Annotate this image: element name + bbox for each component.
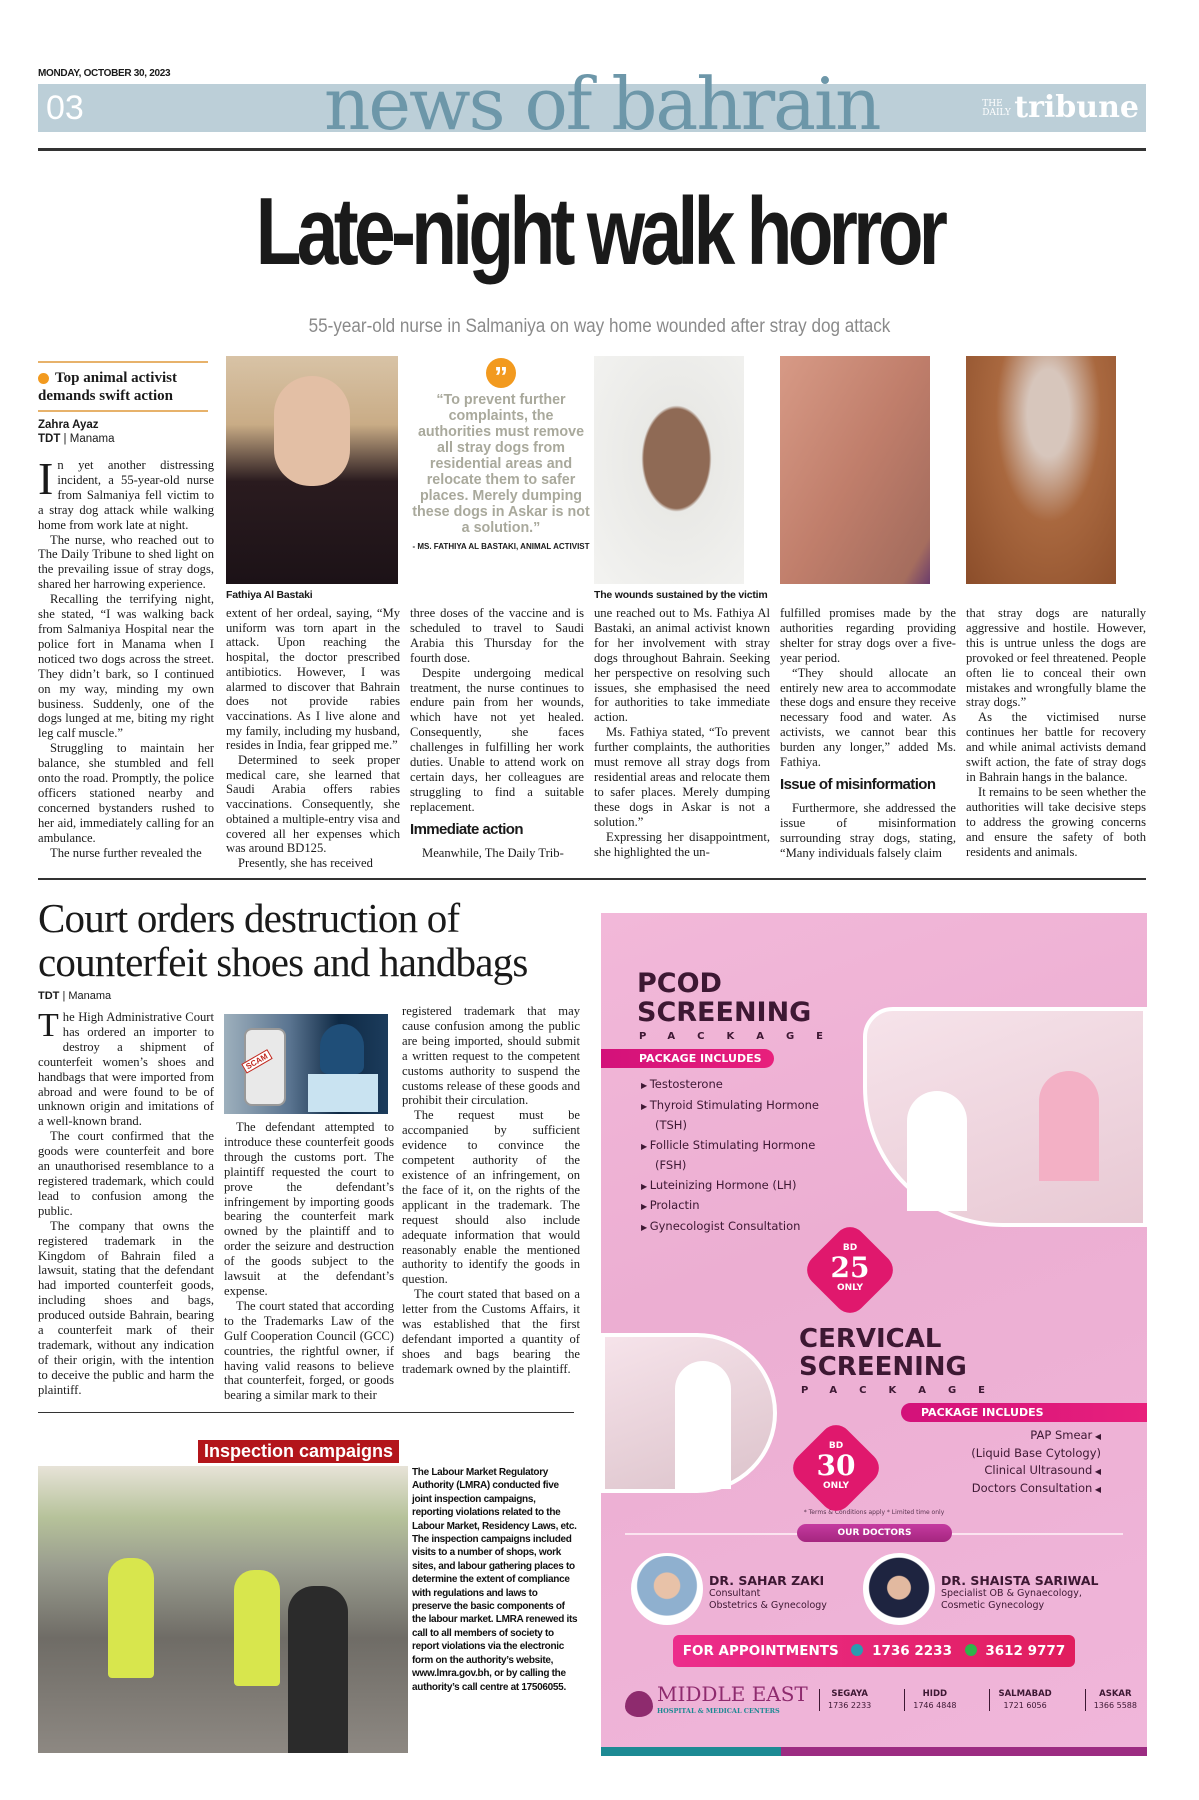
paragraph: The nurse, who reached out to The Daily Tribune to shed light on the prevailing issue of stray dogs, shared her harrowing experience. xyxy=(38,532,214,592)
paragraph: Struggling to maintain her balance, she stumbled and fell onto the road. Promptly, the police officers stationed nearby and concerned bystanders rushed to her aid, immediately calling for an ambulance. xyxy=(38,741,214,845)
laptop-icon xyxy=(308,1074,378,1112)
lead-headline: Late-night walk horror xyxy=(255,178,944,285)
package-item-text: Doctors Consultation xyxy=(971,1481,1093,1495)
package-item xyxy=(641,1176,837,1197)
paragraph: The request must be accompanied by sufficient evidence to convince the competent authority of the existence of an infringement, on the face of it, on the rights of the applicant in the trademark. The request should also include adequate information that would reasonably enable the mentioned authority to identify the goods in question. xyxy=(402,1108,580,1287)
court-column-3 xyxy=(402,1004,580,1408)
paragraph: Recalling the terrifying night, she stated, “I was walking back from Salmaniya Hospital near the police fort in Manama when I noticed two dogs across the street. They didn’t bark, so I continued on my way, minding my own business. Suddenly, one of the dogs lunged at me, biting my right leg calf muscle.” xyxy=(38,592,214,741)
appointments-bar[interactable] xyxy=(673,1635,1075,1667)
wound-photo-2 xyxy=(780,356,930,584)
package-item-text: Clinical Ultrasound xyxy=(984,1463,1093,1477)
package-item-text: Testosterone xyxy=(649,1077,723,1091)
paragraph: Meanwhile, The Daily Trib- xyxy=(422,845,564,860)
portrait-caption: Fathiya Al Bastaki xyxy=(226,589,313,601)
cervical-includes-label: PACKAGE INCLUDES xyxy=(901,1403,1147,1422)
pcod-items xyxy=(641,1075,837,1237)
paragraph: The court stated that based on a letter from the Customs Affairs, it was established that the first defendant imported a quantity of shoes and bags bearing the trademark owned by the plaintiff. xyxy=(402,1287,580,1376)
footer-stripe-teal xyxy=(601,1747,781,1756)
location: Manama xyxy=(68,990,112,1002)
inspection-text: The Labour Market Regulatory Authority (LMRA) conducted five joint inspection campaigns, reporting violations related to the Labour Market, Residency Laws, etc. The inspection campaigns included visits to a number of shops, work sites, and labour gathering places to determine the extent of compliance with regulations and laws to preserve the basic components of the labour market. LMRA renewed its call to all members of society to report violations via the electronic form on the authority’s website, www.lmra.gov.bh, or by calling the authority’s call centre at 17506055. xyxy=(412,1467,578,1693)
doctor-1: DR. SAHAR ZAKI Consultant Obstetrics & Gynecology xyxy=(709,1573,827,1611)
paragraph: fulfilled promises made by the authorities regarding providing shelter for stray dogs over a five-year period. xyxy=(780,606,956,665)
branches xyxy=(819,1689,1137,1711)
branch-segaya xyxy=(819,1689,871,1711)
package-item-text: Gynecologist Consultation xyxy=(649,1218,801,1233)
brand-name: tribune xyxy=(1014,90,1139,125)
triangle-right-icon: ▶ xyxy=(641,1222,650,1232)
dateline: MONDAY, OCTOBER 30, 2023 xyxy=(38,68,171,79)
triangle-right-icon: ▶ xyxy=(641,1202,650,1211)
sidebox-text: Top animal activist demands swift action xyxy=(38,370,177,404)
triangle-right-icon: ▶ xyxy=(641,1081,650,1090)
lead-subheadline: 55-year-old nurse in Salmaniya on way home wounded after stray dog attack xyxy=(308,316,891,337)
package-item xyxy=(901,1462,1101,1480)
package-item-text: Thyroid Stimulating Hormone (TSH) xyxy=(649,1097,819,1132)
paragraph: that stray dogs are naturally aggressive and hostile. However, this is untrue unless the dogs are provoked or feel threatened. People often lie to conceal their own mistakes and wrongfully blame the stray dogs.” xyxy=(966,606,1146,710)
hospital-advertisement xyxy=(601,913,1147,1756)
court-headline: Court orders destruction of counterfeit shoes and handbags xyxy=(38,895,528,985)
triangle-left-icon: ◀ xyxy=(1092,1467,1101,1476)
appointments-label: FOR APPOINTMENTS xyxy=(682,1643,839,1659)
drop-cap: I xyxy=(38,458,54,504)
paragraph: extent of her ordeal, saying, “My uniform was torn apart in the attack. Upon reaching the hospital, the doctor prescribed antibiotics. However, I was alarmed to discover that Bahrain does not provide rabies vaccinations. As I live alone and my family, including my husband, resides in India, fear gripped me.” xyxy=(226,606,400,753)
package-item xyxy=(641,1096,837,1136)
branch-name: HIDD xyxy=(922,1689,948,1699)
lead-column-6 xyxy=(966,606,1146,872)
our-doctors-label: OUR DOCTORS xyxy=(797,1524,952,1542)
package-item xyxy=(641,1196,837,1217)
patient-figure xyxy=(1039,1071,1099,1181)
portrait-face xyxy=(274,376,350,486)
paragraph: Ms. Fathiya stated, “To prevent further complaints, the authorities must remove all stray dogs from residential areas and relocate them to safer places. Merely dumping these dogs in Askar is not a solution.” xyxy=(594,725,770,829)
branch-phone[interactable]: 1721 6056 xyxy=(1003,1701,1047,1710)
lead-column-4 xyxy=(594,606,770,872)
paragraph: The nurse further revealed the xyxy=(50,845,202,860)
inspection-photo xyxy=(38,1466,408,1753)
package-item xyxy=(641,1136,837,1176)
paragraph: he High Administrative Court has ordered an importer to destroy a shipment of counterfeit women’s shoes and handbags that were imported from abroad and were found to be of unknown origin and imitations of a well-known brand. xyxy=(38,1010,214,1129)
author-name: Zahra Ayaz xyxy=(38,419,99,431)
whatsapp-icon xyxy=(965,1644,977,1656)
paragraph: It remains to be seen whether the authorities will take decisive steps to address the growing concerns and ensure the safety of both residents and animals. xyxy=(966,784,1146,859)
court-column-1 xyxy=(38,1010,214,1408)
package-item xyxy=(901,1480,1101,1498)
package-item-text: Prolactin xyxy=(649,1198,700,1212)
phone-icon xyxy=(851,1644,863,1656)
cervical-title: CERVICAL SCREENING xyxy=(799,1324,967,1382)
paragraph: The defendant attempted to introduce these counterfeit goods through the customs port. The plaintiff requested the court to prove the defendant’s infringement by importing goods bearing the counterfeit mark owned by the plaintiff and to order the seizure and destruction of the goods subject to the lawsuit at the defendant’s expense. xyxy=(224,1120,394,1298)
quote-icon: ” xyxy=(486,358,516,388)
triangle-right-icon: ▶ xyxy=(641,1101,650,1111)
phone-call[interactable]: 1736 2233 xyxy=(872,1643,952,1659)
package-item-text: Follicle Stimulating Hormone (FSH) xyxy=(649,1137,816,1172)
court-column-2 xyxy=(224,1120,394,1408)
package-item xyxy=(641,1075,837,1096)
worker-figure xyxy=(288,1586,348,1753)
paragraph: Expressing her disappointment, she highlighted the un- xyxy=(594,829,770,859)
branch-askar xyxy=(1085,1689,1137,1711)
doctor-figure xyxy=(907,1091,967,1211)
pcod-package-word: PACKAGE xyxy=(639,1031,846,1042)
wounds-caption: The wounds sustained by the victim xyxy=(594,589,768,601)
sidebox xyxy=(38,361,208,412)
pull-quote-text: “To prevent further complaints, the authorities must remove all stray dogs from residential areas and relocate them to safer places. Merely dumping these dogs in Askar is not a solution.” xyxy=(412,392,590,536)
subhead-immediate-action: Immediate action xyxy=(410,820,523,838)
lead-column-3 xyxy=(410,606,584,872)
package-item-text: (Liquid Base Cytology) xyxy=(971,1446,1101,1460)
branch-name: SALMABAD xyxy=(998,1689,1052,1699)
agency: TDT xyxy=(38,433,61,445)
inspector-vest xyxy=(108,1558,154,1678)
cervical-items xyxy=(901,1427,1101,1498)
branch-name: ASKAR xyxy=(1099,1689,1132,1699)
hospital-name: MIDDLE EAST xyxy=(657,1682,808,1706)
triangle-right-icon: ▶ xyxy=(641,1181,650,1191)
cervical-price: BD 30 ONLY xyxy=(816,1441,856,1491)
lead-column-1 xyxy=(38,458,214,872)
paragraph: n yet another distressing incident, a 55-year-old nurse from Salmaniya fell victim to a stray dog attack while walking home from work late at night. xyxy=(38,458,214,532)
cervical-hero-photo xyxy=(601,1333,777,1493)
doctor-2: DR. SHAISTA SARIWAL Specialist OB & Gynaecology, Cosmetic Gynecology xyxy=(941,1573,1099,1611)
paragraph: Furthermore, she addressed the issue of misinformation surrounding stray dogs, stating, “Many individuals falsely claim xyxy=(780,800,956,860)
hacker-hood xyxy=(320,1024,364,1074)
doctor-photo-2 xyxy=(863,1553,935,1625)
hospital-heart-logo-icon xyxy=(625,1691,653,1717)
bullet-dot-icon xyxy=(38,373,49,384)
pcod-hero-photo xyxy=(863,1007,1147,1227)
inspector-vest xyxy=(234,1570,280,1686)
pcod-title: PCOD SCREENING xyxy=(637,968,812,1028)
paragraph: The court confirmed that the goods were counterfeit and bore an unauthorised resemblance to a registered trademark, which could lead to confusion among the public. xyxy=(38,1129,214,1218)
branch-name: SEGAYA xyxy=(831,1689,868,1699)
wound-photo-1 xyxy=(594,356,744,584)
court-divider xyxy=(38,1412,574,1413)
phone-whatsapp[interactable]: 3612 9777 xyxy=(985,1643,1066,1659)
wound-photo-3 xyxy=(966,356,1116,584)
drop-cap: T xyxy=(38,1010,59,1044)
lead-column-2 xyxy=(226,606,400,872)
branch-hidd xyxy=(904,1689,956,1711)
page-number: 03 xyxy=(46,89,84,127)
section-divider xyxy=(38,878,1146,880)
paragraph: The company that owns the registered trademark in the Kingdom of Bahrain filed a lawsuit, stating that the defendant had imported counterfeit goods, including shoes and bags, produced outside Bahrain, bearing a counterfeit mark of their trademark, without any indication of their origin, with the intention to deceive the public and harm the plaintiff. xyxy=(38,1218,214,1397)
package-item-text: PAP Smear xyxy=(1030,1428,1093,1442)
package-item xyxy=(901,1427,1101,1445)
paragraph: As the victimised nurse continues her battle for recovery and while animal activists demand swift action, the fate of stray dogs in Bahrain hangs in the balance. xyxy=(966,710,1146,784)
paragraph: Determined to seek proper medical care, she learned that Saudi Arabia offers rabies vaccinations. Consequently, she obtained a multiple-entry visa and covered all her expenses which was around BD125. xyxy=(226,753,400,856)
triangle-right-icon: ▶ xyxy=(641,1141,650,1151)
paragraph: three doses of the vaccine and is scheduled to travel to Saudi Arabia this Thursday for the fourth dose. xyxy=(410,606,584,665)
subhead-misinformation: Issue of misinformation xyxy=(780,775,936,793)
inspection-label: Inspection campaigns xyxy=(198,1440,399,1463)
triangle-left-icon: ◀ xyxy=(1092,1485,1101,1494)
paragraph: une reached out to Ms. Fathiya Al Bastaki, an animal activist known for her involvement with stray dogs throughout Bahrain. Seeking her perspective on resolving such issues, she emphasised the need for authorities to take immediate action. xyxy=(594,606,770,725)
pcod-includes-label: PACKAGE INCLUDES xyxy=(601,1049,774,1068)
paragraph: “They should allocate an entirely new area to accommodate these dogs and ensure they receive necessary food and water. As activists, we cannot bear this burden any longer,” added Ms. Fathiya. xyxy=(780,665,956,770)
agency: TDT xyxy=(38,990,60,1002)
cervical-package-word: PACKAGE xyxy=(801,1385,1008,1396)
paragraph: Presently, she has received xyxy=(238,855,373,870)
byline: Zahra Ayaz TDT | Manama xyxy=(38,419,115,445)
pull-quote-attribution: - MS. FATHIYA AL BASTAKI, ANIMAL ACTIVIST xyxy=(412,542,590,551)
hospital-subtitle: HOSPITAL & MEDICAL CENTERS xyxy=(657,1707,780,1715)
branch-phone[interactable]: 1736 2233 xyxy=(828,1701,872,1710)
branch-phone[interactable]: 1366 5588 xyxy=(1093,1701,1137,1710)
package-item xyxy=(641,1217,837,1238)
paragraph: Despite undergoing medical treatment, the nurse continues to endure pain from her wounds, which have not yet healed. Consequently, she faces challenges in fulfilling her work duties. Unable to attend work on certain days, her colleagues are struggling to find a suitable replacement. xyxy=(410,665,584,814)
doctor-photo-1 xyxy=(631,1553,703,1625)
scam-label: SCAM xyxy=(241,1049,272,1073)
court-byline: TDT | Manama xyxy=(38,990,112,1002)
brand-prefix: THE DAILY xyxy=(982,99,1011,118)
branch-phone[interactable]: 1746 4848 xyxy=(913,1701,957,1710)
footer-stripe-purple xyxy=(781,1747,1147,1756)
brand-logo xyxy=(982,88,1139,128)
pcod-price: BD 25 ONLY xyxy=(830,1243,870,1293)
terms-note: * Terms & Conditions apply * Limited time only xyxy=(803,1509,945,1516)
portrait-photo xyxy=(226,356,398,584)
branch-salmabad xyxy=(989,1689,1051,1711)
location: Manama xyxy=(69,433,115,445)
package-item-text: Luteinizing Hormone (LH) xyxy=(649,1177,797,1192)
paragraph: The court stated that according to the Trademarks Law of the Gulf Cooperation Council (GCC) countries, the rightful owner, if having valid reasons to believe that counterfeit, forged, or goods bearing a similar mark to their xyxy=(224,1298,394,1403)
section-title: news of bahrain xyxy=(324,62,880,146)
doctor-figure xyxy=(675,1361,731,1489)
lead-column-5 xyxy=(780,606,956,872)
scam-photo xyxy=(224,1014,388,1114)
masthead-rule xyxy=(38,148,1146,151)
package-item xyxy=(901,1445,1101,1462)
paragraph: registered trademark that may cause confusion among the public are being imported, should submit a written request to the competent customs authority to suspend the customs release of these goods and prohibit their circulation. xyxy=(402,1004,580,1108)
triangle-left-icon: ◀ xyxy=(1092,1432,1101,1441)
pull-quote xyxy=(412,358,590,552)
